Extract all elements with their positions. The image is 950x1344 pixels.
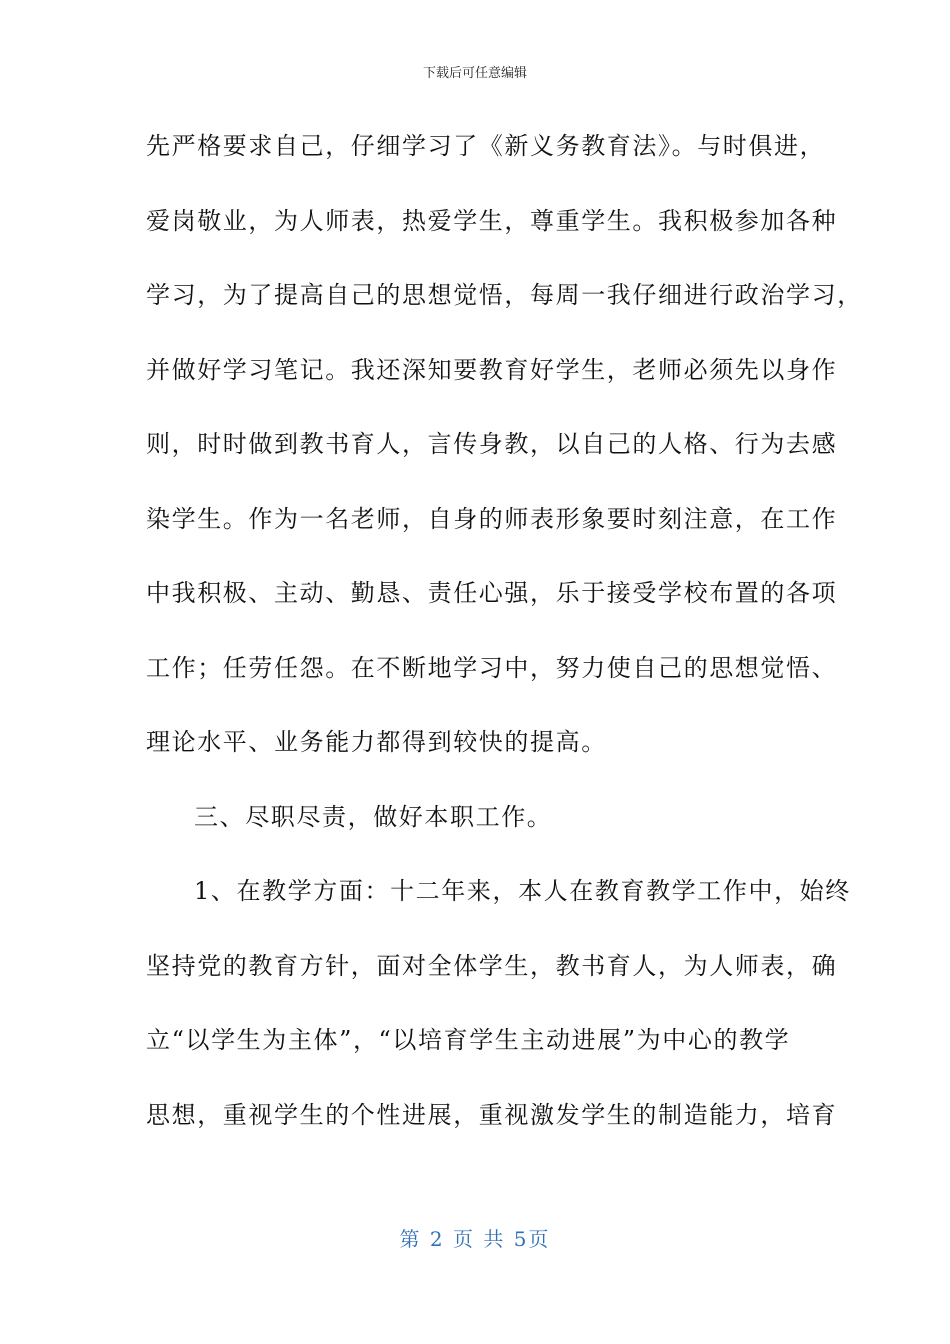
document-body: [146, 122, 863, 1165]
paragraph-line: 工作；任劳任怨。在不断地学习中，努力使自己的思想觉悟、: [146, 653, 838, 682]
page-header: 下载后可任意编辑: [422, 66, 527, 81]
paragraph-line: 中我积极、主动、勤恳、责任心强，乐于接受学校布置的各项: [146, 579, 838, 607]
paragraph-line: 1、在教学方面：十二年来，本人在教育教学工作中，始终: [194, 877, 851, 905]
section-heading: 三、尽职尽责，做好本职工作。: [194, 802, 553, 831]
paragraph-line: 思想，重视学生的个性进展，重视激发学生的制造能力，培育: [146, 1100, 838, 1129]
paragraph-line: 理论水平、业务能力都得到较快的提高。: [146, 728, 607, 756]
paragraph-line: 立“以学生为主体”，“以培育学生主动进展”为中心的教学: [146, 1026, 791, 1054]
page-number: 第 2 页 共 5页: [399, 1227, 551, 1251]
paragraph-line: 染学生。作为一名老师，自身的师表形象要时刻注意，在工作: [146, 504, 838, 533]
paragraph-line: 先严格要求自己，仔细学习了《新义务教育法》。与时俱进，: [146, 132, 826, 160]
paragraph-line: 学习，为了提高自己的思想觉悟，每周一我仔细进行政治学习，: [146, 281, 863, 309]
paragraph-line: 爱岗敬业，为人师表，热爱学生，尊重学生。我积极参加各种: [146, 206, 838, 235]
paragraph-line: 并做好学习笔记。我还深知要教育好学生，老师必须先以身作: [146, 355, 838, 384]
paragraph-line: 坚持党的教育方针，面对全体学生，教书育人，为人师表，确: [146, 951, 838, 980]
paragraph-line: 则，时时做到教书育人，言传身教，以自己的人格、行为去感: [146, 430, 838, 458]
